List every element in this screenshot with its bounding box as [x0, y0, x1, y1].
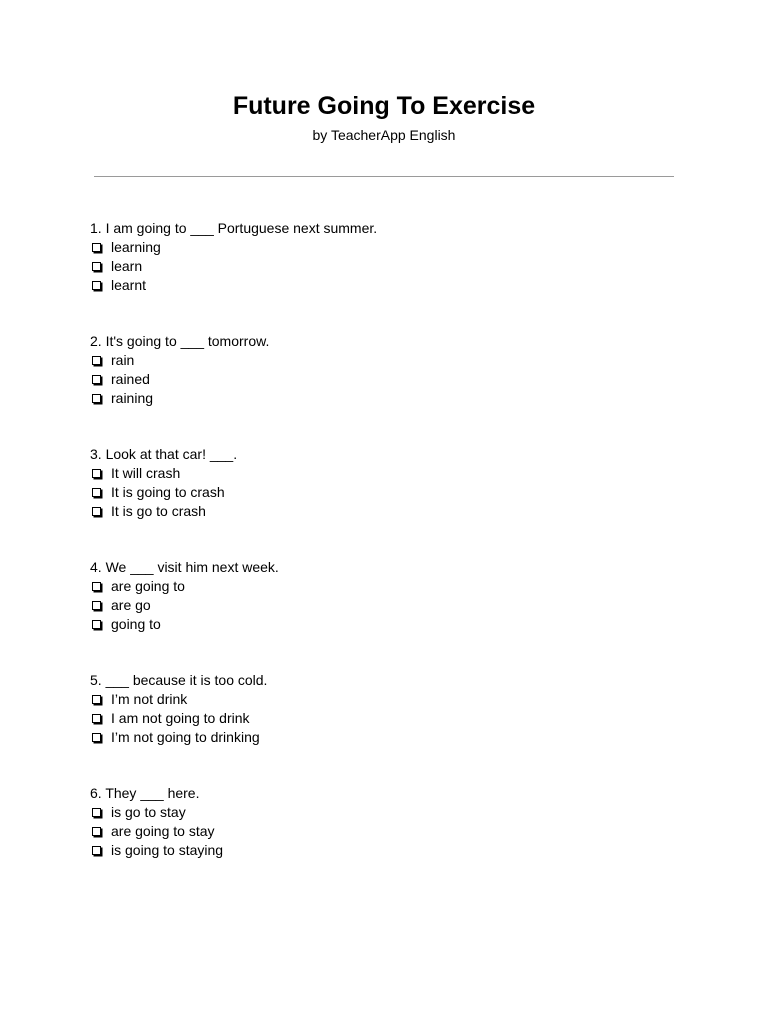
option-label: learnt	[111, 277, 147, 293]
option-label: It will crash	[111, 465, 181, 481]
answer-option[interactable]	[90, 615, 690, 634]
checkbox-icon[interactable]	[92, 601, 101, 610]
question-text: 4. We ___ visit him next week.	[90, 559, 279, 575]
option-label: going to	[111, 616, 161, 632]
option-label: It is going to crash	[111, 484, 225, 500]
option-label: rained	[111, 371, 150, 387]
checkbox-icon[interactable]	[92, 733, 101, 742]
page-title: Future Going To Exercise	[232, 92, 536, 120]
question-text: 2. It's going to ___ tomorrow.	[90, 333, 270, 349]
option-label: learn	[111, 258, 143, 274]
checkbox-icon[interactable]	[92, 582, 101, 591]
answer-option[interactable]	[90, 803, 690, 822]
answer-option[interactable]	[90, 483, 690, 502]
answer-option[interactable]	[90, 690, 690, 709]
answer-option[interactable]	[90, 370, 690, 389]
question-4	[90, 558, 690, 671]
answer-option[interactable]	[90, 577, 690, 596]
checkbox-icon[interactable]	[92, 827, 101, 836]
answer-option[interactable]	[90, 238, 690, 257]
question-2	[90, 332, 690, 445]
option-label: is go to stay	[111, 804, 186, 820]
option-label: rain	[111, 352, 135, 368]
checkbox-icon[interactable]	[92, 243, 101, 252]
answer-option[interactable]	[90, 389, 690, 408]
option-label: It is go to crash	[111, 503, 206, 519]
checkbox-icon[interactable]	[92, 262, 101, 271]
checkbox-icon[interactable]	[92, 846, 101, 855]
question-list	[90, 219, 690, 897]
answer-option[interactable]	[90, 276, 690, 295]
checkbox-icon[interactable]	[92, 507, 101, 516]
answer-option[interactable]	[90, 728, 690, 747]
answer-option[interactable]	[90, 351, 690, 370]
checkbox-icon[interactable]	[92, 469, 101, 478]
checkbox-icon[interactable]	[92, 356, 101, 365]
option-label: I’m not going to drinking	[111, 729, 260, 745]
checkbox-icon[interactable]	[92, 281, 101, 290]
question-3	[90, 445, 690, 558]
answer-option[interactable]	[90, 596, 690, 615]
checkbox-icon[interactable]	[92, 375, 101, 384]
option-label: I am not going to drink	[111, 710, 250, 726]
checkbox-icon[interactable]	[92, 714, 101, 723]
question-text: 1. I am going to ___ Portuguese next summer.	[90, 220, 378, 236]
answer-option[interactable]	[90, 841, 690, 860]
option-label: are going to	[111, 578, 185, 594]
checkbox-icon[interactable]	[92, 620, 101, 629]
question-1	[90, 219, 690, 332]
checkbox-icon[interactable]	[92, 695, 101, 704]
question-6	[90, 784, 690, 897]
question-text: 3. Look at that car! ___.	[90, 446, 238, 462]
option-label: are going to stay	[111, 823, 215, 839]
option-label: is going to staying	[111, 842, 224, 858]
answer-option[interactable]	[90, 257, 690, 276]
page-subtitle: by TeacherApp English	[312, 127, 456, 143]
answer-option[interactable]	[90, 709, 690, 728]
question-text: 5. ___ because it is too cold.	[90, 672, 268, 688]
answer-option[interactable]	[90, 822, 690, 841]
answer-option[interactable]	[90, 464, 690, 483]
checkbox-icon[interactable]	[92, 394, 101, 403]
checkbox-icon[interactable]	[92, 488, 101, 497]
question-text: 6. They ___ here.	[90, 785, 200, 801]
option-label: raining	[111, 390, 154, 406]
question-5	[90, 671, 690, 784]
option-label: learning	[111, 239, 161, 255]
document-header	[0, 90, 768, 144]
header-divider	[94, 176, 674, 177]
option-label: are go	[111, 597, 151, 613]
option-label: I’m not drink	[111, 691, 188, 707]
checkbox-icon[interactable]	[92, 808, 101, 817]
answer-option[interactable]	[90, 502, 690, 521]
